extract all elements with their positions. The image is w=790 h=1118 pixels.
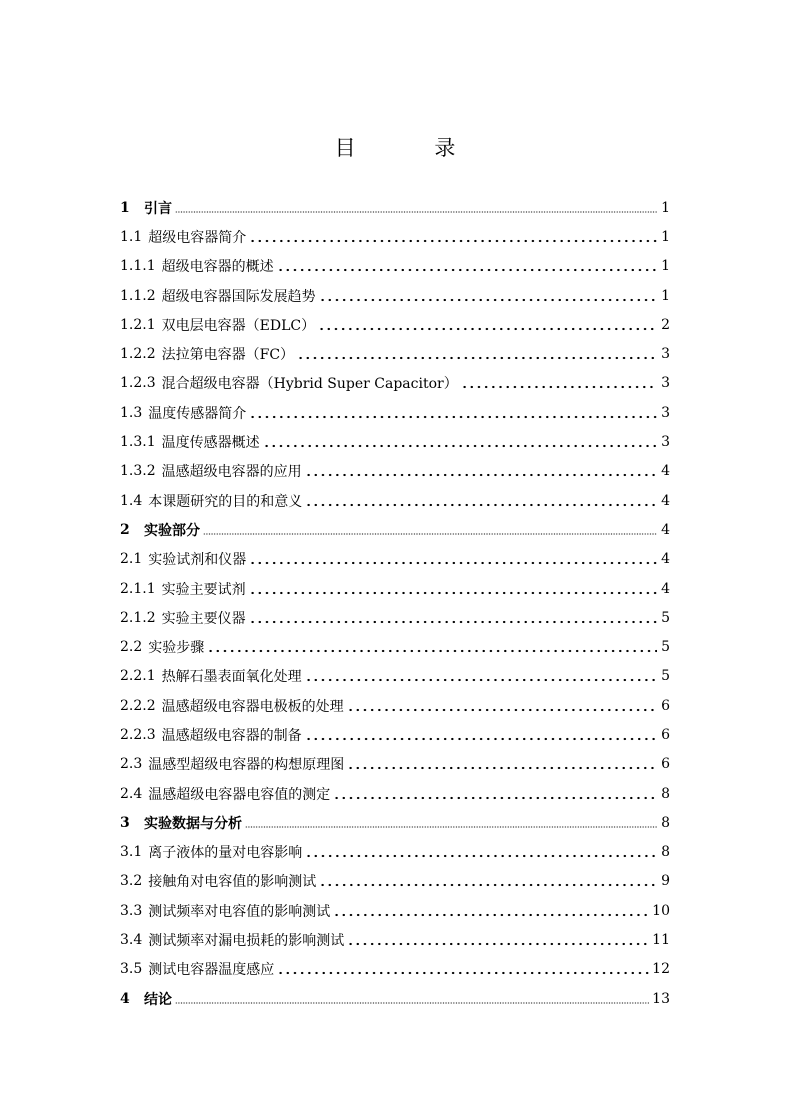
toc-entry-number: 2 xyxy=(120,521,130,538)
toc-entry-number: 2.1.2 xyxy=(120,609,156,626)
toc-entry-label: 温感超级电容器的制备 xyxy=(161,727,302,744)
toc-leader-dots xyxy=(333,908,649,922)
toc-entry[interactable] xyxy=(120,339,670,368)
toc-entry-label: 引言 xyxy=(144,200,172,217)
toc-entry-page-number: 9 xyxy=(661,873,670,890)
toc-leader-dots xyxy=(249,234,657,248)
toc-leader-dots xyxy=(249,556,657,570)
toc-entry[interactable] xyxy=(120,867,670,896)
toc-entry-label: 温度传感器概述 xyxy=(161,435,260,452)
toc-entry-page-number: 12 xyxy=(652,961,670,978)
toc-entry-page-number: 3 xyxy=(661,404,670,421)
toc-entry-label: 温感型超级电容器的构想原理图 xyxy=(148,757,345,774)
toc-entry[interactable] xyxy=(120,750,670,779)
toc-entry-label: 本课题研究的目的和意义 xyxy=(148,493,303,510)
toc-entry-label: 实验主要试剂 xyxy=(161,581,246,598)
toc-entry[interactable] xyxy=(120,545,670,574)
toc-entry[interactable] xyxy=(120,222,670,251)
toc-entry-label: 超级电容器的概述 xyxy=(161,259,274,276)
toc-entry[interactable] xyxy=(120,603,670,632)
toc-entry[interactable] xyxy=(120,486,670,515)
toc-leader-dots xyxy=(305,673,657,687)
toc-entry[interactable] xyxy=(120,808,670,837)
toc-entry[interactable] xyxy=(120,925,670,954)
toc-entry-number: 1.2.2 xyxy=(120,346,156,363)
toc-entry[interactable] xyxy=(120,896,670,925)
toc-leader-dots xyxy=(305,849,657,863)
toc-entry-page-number: 4 xyxy=(661,551,670,568)
toc-entry[interactable] xyxy=(120,720,670,749)
toc-leader-dots xyxy=(297,351,657,365)
toc-leader-dots xyxy=(249,586,657,600)
toc-entry-label: 实验试剂和仪器 xyxy=(148,552,247,569)
toc-leader-dots xyxy=(249,410,657,424)
toc-entry-number: 2.2.1 xyxy=(120,668,156,685)
toc-entry[interactable] xyxy=(120,398,670,427)
toc-entry-page-number: 3 xyxy=(661,375,670,392)
toc-entry-page-number: 1 xyxy=(661,199,670,216)
toc-entry-page-number: 10 xyxy=(652,902,670,919)
toc-leader-dots xyxy=(203,527,657,541)
toc-entry-number: 2.3 xyxy=(120,756,143,773)
toc-entry-number: 1.2.1 xyxy=(120,316,156,333)
toc-entry[interactable] xyxy=(120,955,670,984)
toc-entry-page-number: 2 xyxy=(661,316,670,333)
toc-leader-dots xyxy=(347,761,657,775)
toc-entry[interactable] xyxy=(120,574,670,603)
toc-entry-label: 超级电容器简介 xyxy=(148,229,247,246)
toc-title: 目 录 xyxy=(334,136,492,160)
toc-entry-page-number: 6 xyxy=(661,726,670,743)
toc-entry-label: 实验主要仪器 xyxy=(161,610,246,627)
toc-entry[interactable] xyxy=(120,281,670,310)
toc-entry-number: 2.1.1 xyxy=(120,580,156,597)
toc-entry-label: 测试电容器温度感应 xyxy=(148,962,275,979)
toc-entry-label: 混合超级电容器（Hybrid Super Capacitor） xyxy=(161,376,458,393)
toc-entry[interactable] xyxy=(120,984,670,1013)
toc-entry-number: 3.4 xyxy=(120,932,143,949)
toc-entry-page-number: 11 xyxy=(652,932,670,949)
toc-leader-dots xyxy=(175,996,649,1010)
toc-entry[interactable] xyxy=(120,457,670,486)
toc-leader-dots xyxy=(277,966,649,980)
toc-entry[interactable] xyxy=(120,193,670,222)
toc-entry-number: 3.1 xyxy=(120,844,143,861)
toc-entry-number: 3.5 xyxy=(120,961,143,978)
toc-entry-number: 4 xyxy=(120,990,130,1007)
toc-entry[interactable] xyxy=(120,838,670,867)
toc-entry[interactable] xyxy=(120,515,670,544)
toc-entry-page-number: 1 xyxy=(661,228,670,245)
toc-entry-page-number: 3 xyxy=(661,346,670,363)
toc-entry-number: 1.1 xyxy=(120,228,143,245)
toc-entry[interactable] xyxy=(120,779,670,808)
toc-leader-dots xyxy=(347,937,649,951)
toc-entry-number: 3 xyxy=(120,814,130,831)
toc-entry-number: 1 xyxy=(120,199,130,216)
toc-entry-number: 1.1.1 xyxy=(120,258,156,275)
toc-entry-label: 测试频率对电容值的影响测试 xyxy=(148,903,331,920)
toc-leader-dots xyxy=(318,322,657,336)
toc-leader-dots xyxy=(305,498,657,512)
toc-entry-page-number: 8 xyxy=(661,785,670,802)
toc-leader-dots xyxy=(461,380,657,394)
toc-entry-page-number: 5 xyxy=(661,609,670,626)
toc-leader-dots xyxy=(305,732,657,746)
toc-entry-label: 温感超级电容器电容值的测定 xyxy=(148,786,331,803)
toc-entry-label: 结论 xyxy=(144,991,172,1008)
toc-entry-number: 2.2.2 xyxy=(120,697,156,714)
toc-leader-dots xyxy=(305,468,657,482)
toc-entry-page-number: 3 xyxy=(661,434,670,451)
toc-leader-dots xyxy=(245,820,657,834)
toc-entry-number: 1.3.2 xyxy=(120,463,156,480)
toc-entry-label: 实验步骤 xyxy=(148,640,205,657)
toc-entry-number: 3.2 xyxy=(120,873,143,890)
toc-entry-label: 双电层电容器（EDLC） xyxy=(161,317,316,334)
toc-entry[interactable] xyxy=(120,310,670,339)
toc-leader-dots xyxy=(277,263,657,277)
toc-entry-number: 1.4 xyxy=(120,492,143,509)
toc-entry-page-number: 13 xyxy=(652,990,670,1007)
toc-entry-page-number: 4 xyxy=(661,492,670,509)
toc-entry-page-number: 4 xyxy=(661,521,670,538)
toc-leader-dots xyxy=(319,293,657,307)
toc-entry-page-number: 6 xyxy=(661,756,670,773)
toc-entry-label: 接触角对电容值的影响测试 xyxy=(148,874,317,891)
toc-entry[interactable] xyxy=(120,662,670,691)
toc-entry-page-number: 4 xyxy=(661,580,670,597)
toc-entry-number: 1.3.1 xyxy=(120,434,156,451)
toc-entry-number: 2.2.3 xyxy=(120,726,156,743)
toc-entry[interactable] xyxy=(120,369,670,398)
toc-entry-number: 2.2 xyxy=(120,639,143,656)
toc-entry[interactable] xyxy=(120,691,670,720)
toc-entry-page-number: 1 xyxy=(661,287,670,304)
toc-entry-page-number: 1 xyxy=(661,258,670,275)
toc-entry-number: 2.4 xyxy=(120,785,143,802)
toc-entry[interactable] xyxy=(120,252,670,281)
toc-leader-dots xyxy=(249,615,657,629)
toc-leader-dots xyxy=(207,644,657,658)
toc-entry-label: 温感超级电容器电极板的处理 xyxy=(161,698,344,715)
toc-entry-number: 2.1 xyxy=(120,551,143,568)
toc-entry-label: 测试频率对漏电损耗的影响测试 xyxy=(148,933,345,950)
toc-entry-page-number: 4 xyxy=(661,463,670,480)
toc-leader-dots xyxy=(333,791,657,805)
toc-leader-dots xyxy=(319,878,657,892)
toc-entry-label: 超级电容器国际发展趋势 xyxy=(161,288,316,305)
toc-leader-dots xyxy=(347,703,657,717)
toc-entry-page-number: 5 xyxy=(661,639,670,656)
toc-entry-number: 1.1.2 xyxy=(120,287,156,304)
toc-entry-number: 1.3 xyxy=(120,404,143,421)
toc-entry-number: 1.2.3 xyxy=(120,375,156,392)
toc-entry-label: 温度传感器简介 xyxy=(148,405,247,422)
toc-entry-page-number: 6 xyxy=(661,697,670,714)
toc-entry-label: 实验部分 xyxy=(144,522,200,539)
toc-entry-label: 离子液体的量对电容影响 xyxy=(148,845,303,862)
toc-leader-dots xyxy=(175,205,657,219)
toc-entry-label: 热解石墨表面氧化处理 xyxy=(161,669,302,686)
toc-entry-page-number: 5 xyxy=(661,668,670,685)
toc-entry-label: 温感超级电容器的应用 xyxy=(161,464,302,481)
toc-entry-label: 实验数据与分析 xyxy=(144,815,242,832)
toc-list xyxy=(120,193,670,1013)
toc-leader-dots xyxy=(263,439,657,453)
toc-entry[interactable] xyxy=(120,427,670,456)
toc-entry-label: 法拉第电容器（FC） xyxy=(161,347,295,364)
toc-entry-page-number: 8 xyxy=(661,844,670,861)
toc-entry[interactable] xyxy=(120,632,670,661)
toc-entry-number: 3.3 xyxy=(120,902,143,919)
toc-entry-page-number: 8 xyxy=(661,814,670,831)
